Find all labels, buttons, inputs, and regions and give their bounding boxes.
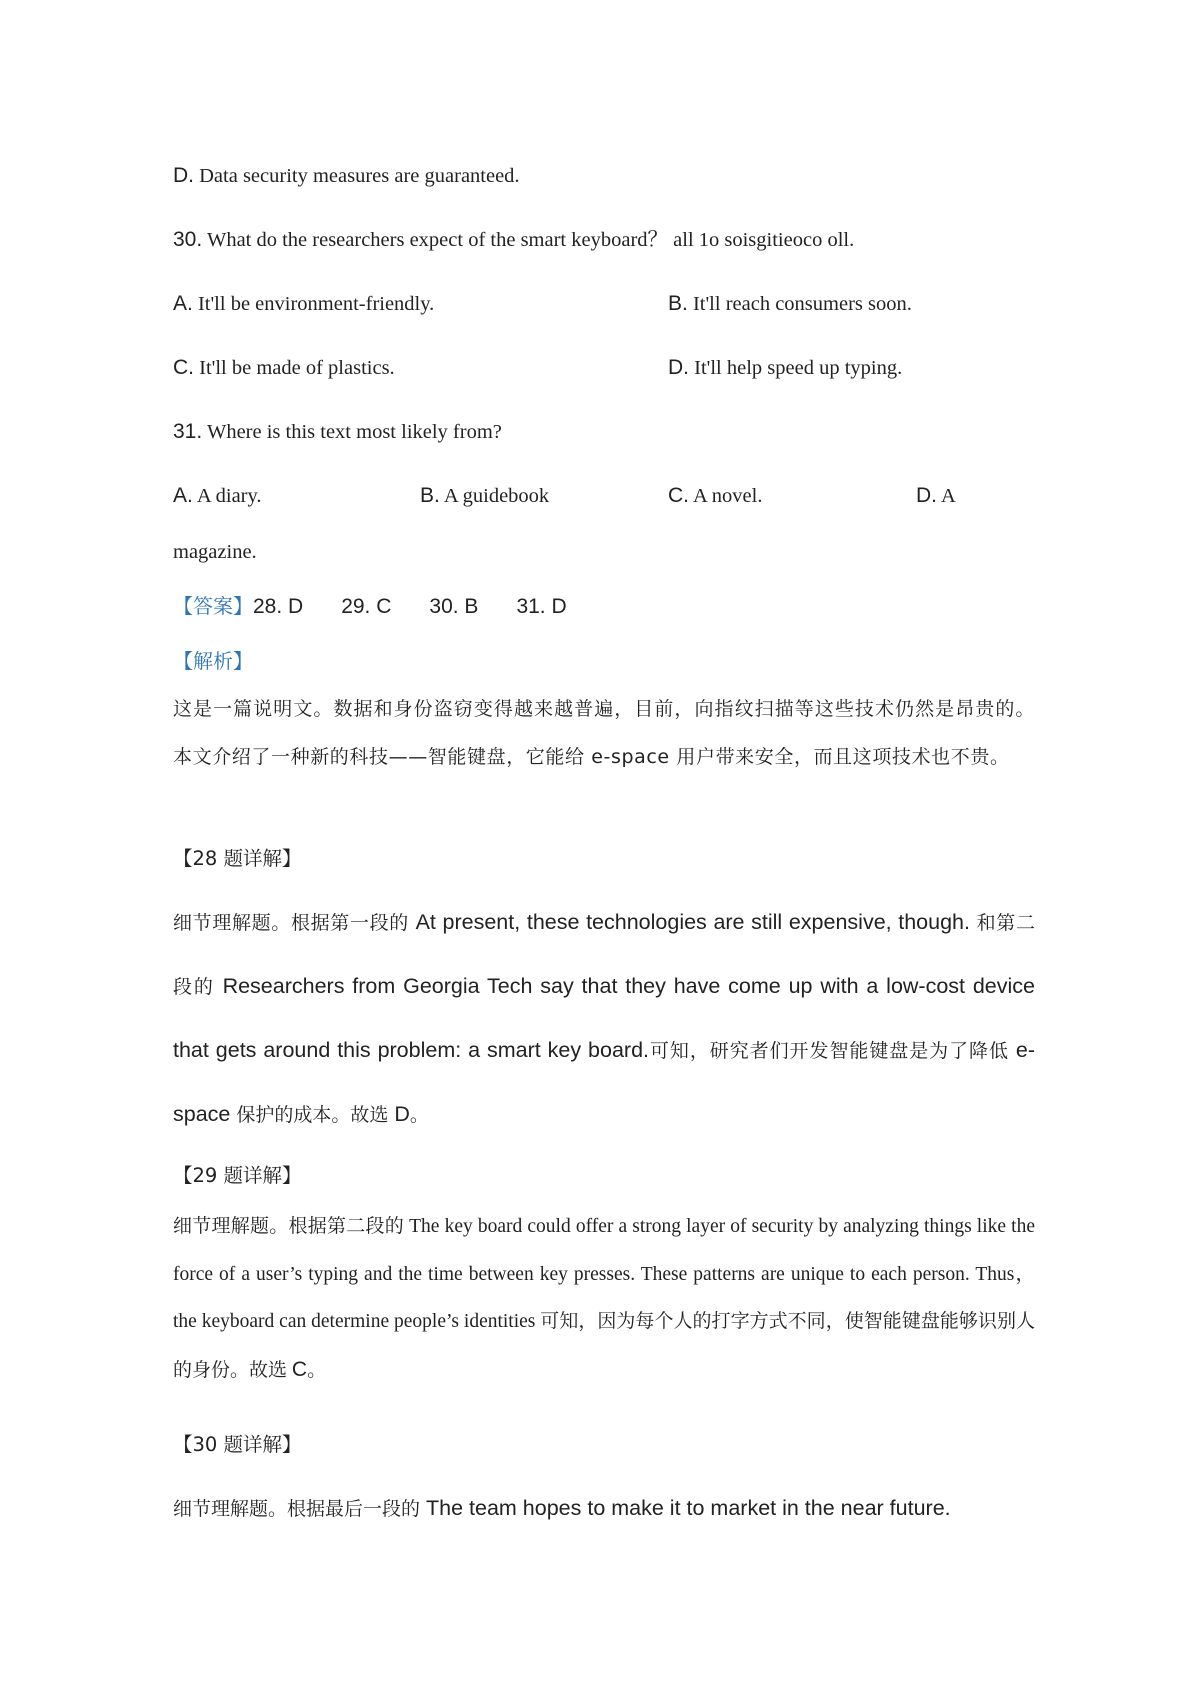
detail-end: 。	[307, 1358, 327, 1381]
option-text: It'll help speed up typing.	[694, 357, 903, 379]
analysis-label-line	[173, 647, 1035, 676]
option-text: Data security measures are guaranteed.	[199, 165, 520, 187]
option-letter: A.	[173, 484, 193, 507]
q31-option-a	[173, 482, 262, 510]
analysis-label: 【解析】	[173, 649, 253, 673]
q30-option-d	[668, 354, 902, 382]
option-letter: D.	[173, 164, 194, 187]
option-letter: D.	[668, 356, 689, 379]
detail-connector: 和第二段的	[173, 912, 1035, 998]
detail-quote: The key board could offer a strong layer of security by analyzing things like the force of a user’s typing and the time between key presses. These patterns are unique to each person. Thus，the keyboard can determine people’s identities	[173, 1216, 1035, 1332]
detail-term: e-space	[173, 1038, 1035, 1126]
q29-detail-text	[173, 1203, 1035, 1394]
detail-lead: 细节理解题。根据第一段的	[173, 912, 409, 934]
detail-quote: The team hopes to make it to market in the near future.	[426, 1496, 951, 1520]
q28-heading: 【28 题详解】	[173, 847, 302, 870]
q31-option-b	[420, 482, 549, 510]
question-number: 30.	[173, 228, 203, 251]
question-text: Where is this text most likely from?	[206, 421, 502, 443]
option-text: A diary.	[196, 485, 262, 507]
q29-option-d	[173, 162, 1035, 190]
q31-option-d-wrap	[173, 538, 1035, 566]
answer-29: 29. C	[341, 595, 392, 618]
q30-option-b	[668, 290, 912, 318]
detail-conclusion: 可知，研究者们开发智能键盘是为了降低	[649, 1040, 1009, 1062]
answer-31: 31. D	[516, 595, 567, 618]
summary-text: 这是一篇说明文。数据和身份盗窃变得越来越普遍，目前，向指纹扫描等这些技术仍然是昂贵的。本文介绍了一种新的科技——智能键盘，它能给 e-space 用户带来安全，而且这项技术也不贵。	[173, 698, 1035, 768]
detail-conclusion: 保护的成本。故选	[236, 1104, 389, 1126]
option-text: A novel.	[693, 485, 763, 507]
option-text: It'll be environment-friendly.	[197, 293, 435, 315]
answer-28: 28. D	[253, 595, 304, 618]
q30-option-c	[173, 354, 395, 382]
q29-detail	[173, 1203, 1035, 1394]
option-text: It'll reach consumers soon.	[692, 293, 912, 315]
option-text: A	[941, 485, 956, 507]
answer-30: 30. B	[429, 595, 479, 618]
option-letter: B.	[420, 484, 440, 507]
q29-heading: 【29 题详解】	[173, 1164, 302, 1187]
option-letter: C.	[668, 484, 689, 507]
answer-label: 【答案】	[173, 594, 253, 618]
q31-option-d	[916, 482, 956, 510]
q30-detail	[173, 1477, 1035, 1541]
question-number: 31.	[173, 420, 203, 443]
q31-stem	[173, 418, 1035, 446]
detail-choice: C	[291, 1357, 308, 1381]
detail-lead: 细节理解题。根据最后一段的	[173, 1498, 421, 1520]
option-letter: C.	[173, 356, 194, 379]
q30-stem	[173, 226, 1035, 254]
detail-end: 。	[409, 1104, 429, 1126]
answer-line	[173, 592, 1035, 621]
option-letter: A.	[173, 292, 193, 315]
question-text: What do the researchers expect of the smart keyboard？ all 1o soisgitieoco oll.	[206, 229, 855, 251]
q30-detail-text	[173, 1477, 1035, 1541]
detail-conclusion: 可知，因为每个人的打字方式不同，使智能键盘能够识别人的身份。故选	[173, 1310, 1035, 1381]
q28-detail	[173, 891, 1035, 1147]
q30-option-a	[173, 290, 434, 318]
analysis-summary	[173, 686, 1035, 781]
option-text-continued: magazine.	[173, 541, 257, 563]
detail-quote: Researchers from Georgia Tech say that they have come up with a low-cost device that gets around this problem: a smart key board.	[173, 974, 1035, 1062]
detail-quote: At present, these technologies are still expensive, though.	[415, 910, 970, 934]
q31-option-c	[668, 482, 762, 510]
option-letter: D.	[916, 484, 937, 507]
detail-lead: 细节理解题。根据第二段的	[173, 1215, 404, 1237]
detail-choice: D	[394, 1102, 410, 1126]
q28-detail-text	[173, 891, 1035, 1147]
option-letter: B.	[668, 292, 688, 315]
q30-heading: 【30 题详解】	[173, 1433, 302, 1456]
option-text: It'll be made of plastics.	[199, 357, 395, 379]
option-text: A guidebook	[443, 485, 550, 507]
